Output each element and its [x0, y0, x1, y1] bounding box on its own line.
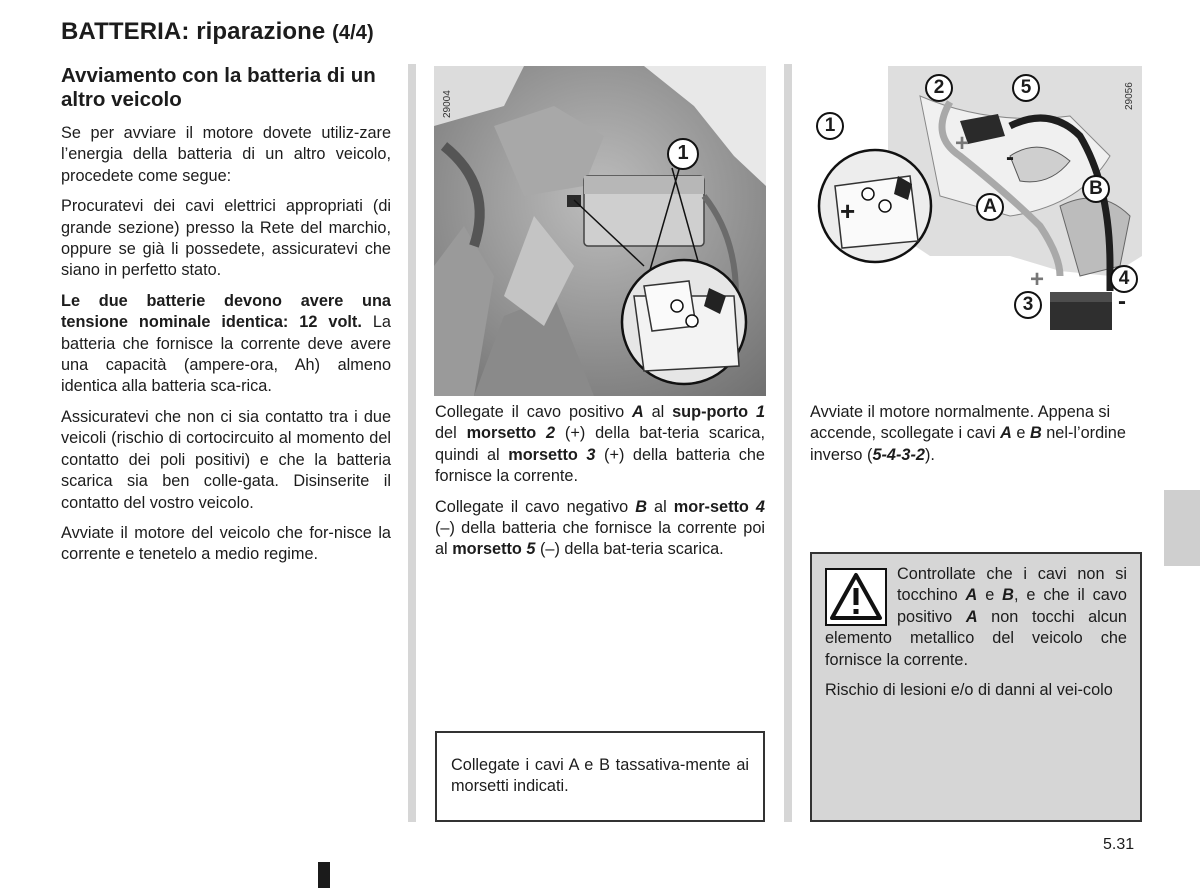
page-number: 5.31 [1103, 836, 1135, 853]
column-divider-left [408, 64, 416, 822]
warning-text: Controllate che i cavi non si tocchino A e B, e che il cavo positivo A non tocchi alcun elemento metallico del veicolo che fornisce la corrente. [825, 565, 1127, 669]
callout-5: 5 [1012, 74, 1040, 102]
figure-engine-bay [434, 66, 766, 396]
chapter-tab [1164, 490, 1200, 566]
minus-sign: - [1006, 144, 1014, 171]
title-part: (4/4) [332, 22, 374, 44]
section-heading: Avviamento con la batteria di un altro veicolo [61, 64, 376, 111]
callout-1: 1 [816, 112, 844, 140]
paragraph-disconnect: Avviate il motore normalmente. Appena si accende, scollegate i cavi A e B nel-l’ordine inverso (5-4-3-2). [810, 403, 1126, 464]
column-divider-right [784, 64, 792, 822]
capacity-text: La batteria che fornisce la corrente deve avere una capacità (ampere-ora, Ah) almeno identica alla batteria sca-rica. [61, 313, 391, 396]
paragraph-contact: Assicuratevi che non ci sia contatto tra i due veicoli (rischio di cortocircuito al momento del contatto dei poli positivi) e che la batteria scarica sia ben colle-gata. Disinserite il contatto del vostro veicolo. [61, 407, 391, 512]
callout-A: A [976, 193, 1004, 221]
left-column [61, 64, 391, 575]
plus-sign: + [840, 196, 856, 226]
callout-4: 4 [1110, 265, 1138, 293]
paragraph-start-donor: Avviate il motore del veicolo che for-nisce la corrente e tenetelo a medio regime. [61, 523, 391, 564]
paragraph-intro: Se per avviare il motore dovete utiliz-zare l’energia della batteria di un altro veicolo, procedete come segue: [61, 124, 391, 185]
callout-2: 2 [925, 74, 953, 102]
note-text: Collegate i cavi A e B tassativa-mente ai morsetti indicati. [451, 756, 749, 796]
warning-box [810, 552, 1142, 822]
page-marker-bar [318, 862, 330, 888]
callout-B: B [1082, 175, 1110, 203]
plus-sign: + [955, 130, 970, 157]
voltage-warning: Le due batterie devono avere una tensione nominale identica: 12 volt. [61, 291, 391, 332]
page-title [61, 18, 374, 46]
engine-bay-illustration [434, 66, 766, 396]
figure-jump-start [810, 66, 1142, 330]
warning-risk: Rischio di lesioni e/o di danni al vei-colo [825, 681, 1113, 700]
title-text: BATTERIA: riparazione [61, 18, 326, 45]
paragraph-cables: Procuratevi dei cavi elettrici appropriati (di grande sezione) presso la Rete del marchio, oppure se già li possedete, assicuratevi che siano in perfetto stato. [61, 197, 391, 280]
plus-sign: + [1030, 266, 1045, 293]
callout-3: 3 [1014, 291, 1042, 319]
paragraph-voltage [61, 291, 391, 398]
figure-code: 29056 [1124, 82, 1135, 110]
right-column [810, 402, 1140, 475]
warning-triangle-icon [825, 568, 887, 626]
middle-column [435, 402, 765, 570]
figure-code: 29004 [442, 90, 453, 118]
callout-1: 1 [677, 142, 689, 164]
paragraph-negative-cable: Collegate il cavo negativo B al mor-setto 4 (–) della batteria che fornisce la corrente poi al morsetto 5 (–) della bat-teria scarica. [435, 497, 765, 559]
paragraph-positive-cable: Collegate il cavo positivo A al sup-porto 1 del morsetto 2 (+) della bat-teria scarica, quindi al morsetto 3 (+) della batteria che fornisce la corrente. [435, 403, 765, 486]
minus-sign: - [1118, 288, 1126, 315]
note-box [435, 731, 765, 822]
